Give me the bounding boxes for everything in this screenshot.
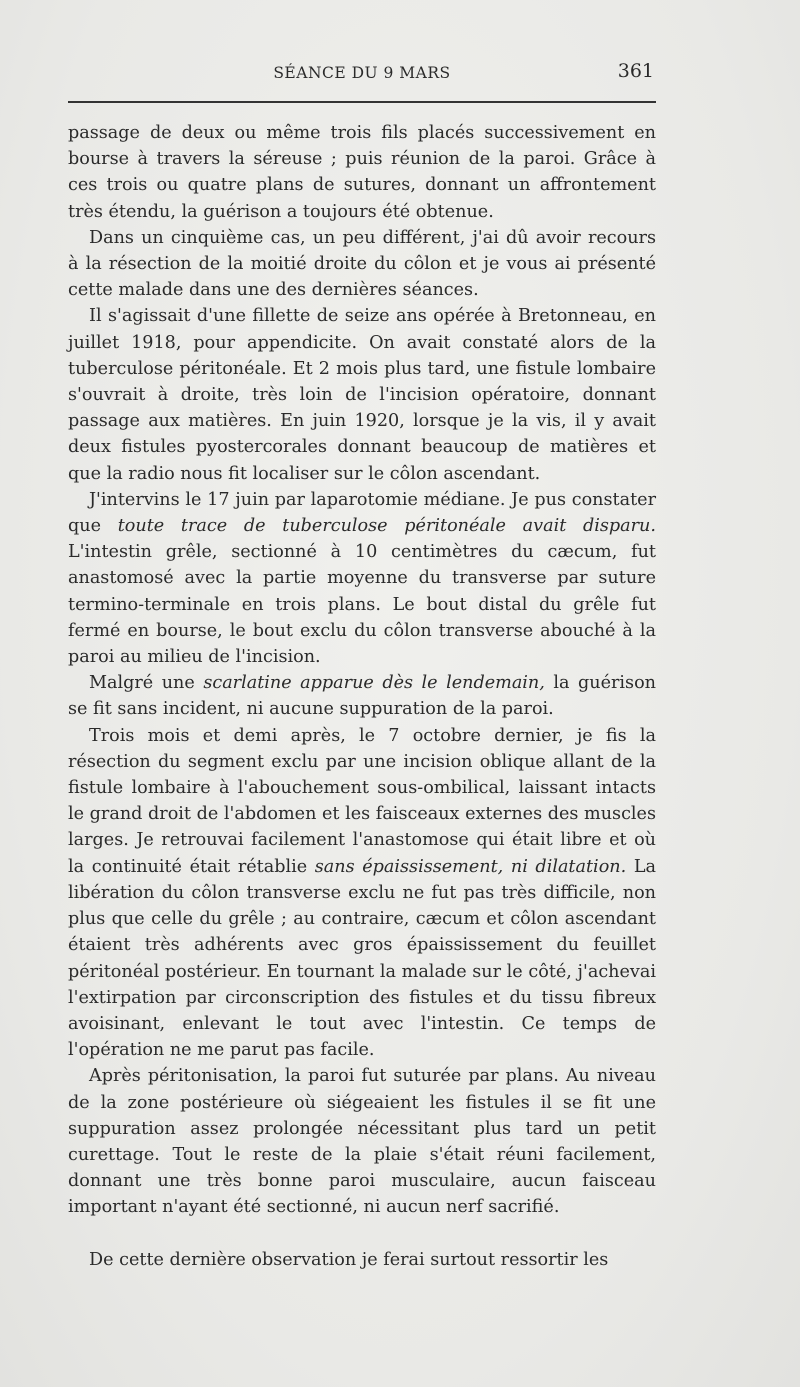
paragraph <box>68 1247 656 1273</box>
italic-run: sans épaississement, ni dilatation. <box>314 856 627 877</box>
paragraph <box>68 1063 656 1220</box>
text-run: Trois mois et demi après, le 7 octobre dernier, je fis la résection du segment exclu par une incision oblique allant de la fistule lombaire à l'abouchement sous-ombilical, laissant intacts le grand droit de l'abdomen et les faisceaux externes des muscles larges. Je retrouvai facilement l'anastomose qui était libre et où la continuité était rétablie <box>68 725 656 877</box>
page-number: 361 <box>617 60 654 82</box>
text-run: J'intervins le 17 juin par laparotomie médiane. Je pus constater que <box>68 489 656 537</box>
text-run: Il s'agissait d'une fillette de seize ans opérée à Bretonneau, en juillet 1918, pour appendicite. On avait constaté alors de la tuberculose péritonéale. Et 2 mois plus tard, une fistule lombaire s'ouvrait à droite, très loin de l'incision opératoire, donnant passage aux matières. En juin 1920, lorsque je la vis, il y avait deux fistules pyostercorales donnant beaucoup de matières et que la radio nous fit localiser sur le côlon ascendant. <box>68 306 656 484</box>
text-run: L'intestin grêle, sectionné à 10 centimètres du cæcum, fut anastomosé avec la partie moyenne du transverse par suture termino-terminale en trois plans. Le bout distal du grêle fut fermé en bourse, le bout exclu du côlon transverse abouché à la paroi au milieu de l'incision. <box>68 542 656 668</box>
text-run: La libération du côlon transverse exclu ne fut pas très difficile, non plus que celle du grêle ; au contraire, cæcum et côlon ascendant étaient très adhérents avec gros épaississement du feuillet péritonéal postérieur. En tournant la malade sur le côté, j'achevai l'extirpation par circonscription des fistules et du tissu fibreux avoisinant, enlevant le tout avec l'intestin. Ce temps de l'opération ne me parut pas facile. <box>68 856 656 1061</box>
paragraph <box>68 670 656 722</box>
running-title: SÉANCE DU 9 MARS <box>273 64 451 82</box>
running-head <box>68 60 656 90</box>
paragraph <box>68 120 656 225</box>
header-rule <box>68 101 656 103</box>
text-run: passage de deux ou même trois fils placés successivement en bourse à travers la séreuse ; puis réunion de la paroi. Grâce à ces trois ou quatre plans de sutures, donnant un affrontement très étendu, la guérison a toujours été obtenue. <box>68 123 656 222</box>
text-run: Après péritonisation, la paroi fut suturée par plans. Au niveau de la zone postérieure où siégeaient les fistules il se fit une suppuration assez prolongée nécessitant plus tard un petit curettage. Tout le reste de la plaie s'était réuni facilement, donnant une très bonne paroi musculaire, aucun faisceau important n'ayant été sectionné, ni aucun nerf sacrifié. <box>68 1066 656 1218</box>
italic-run: scarlatine apparue dès le lendemain, <box>203 673 545 694</box>
text-run: Malgré une <box>89 673 204 694</box>
paragraph <box>68 487 656 670</box>
paragraph <box>68 225 656 304</box>
text-run: De cette dernière observation je ferai surtout ressortir les <box>89 1249 609 1270</box>
text-run: la guérison se fit sans incident, ni aucune suppuration de la paroi. <box>68 673 656 720</box>
italic-run: toute trace de tuberculose péritonéale avait disparu. <box>117 516 656 537</box>
body-text <box>68 120 656 1273</box>
paragraph <box>68 723 656 1064</box>
paragraph <box>68 303 656 486</box>
text-run: Dans un cinquième cas, un peu différent, j'ai dû avoir recours à la résection de la moitié droite du côlon et je vous ai présenté cette malade dans une des dernières séances. <box>68 227 656 301</box>
